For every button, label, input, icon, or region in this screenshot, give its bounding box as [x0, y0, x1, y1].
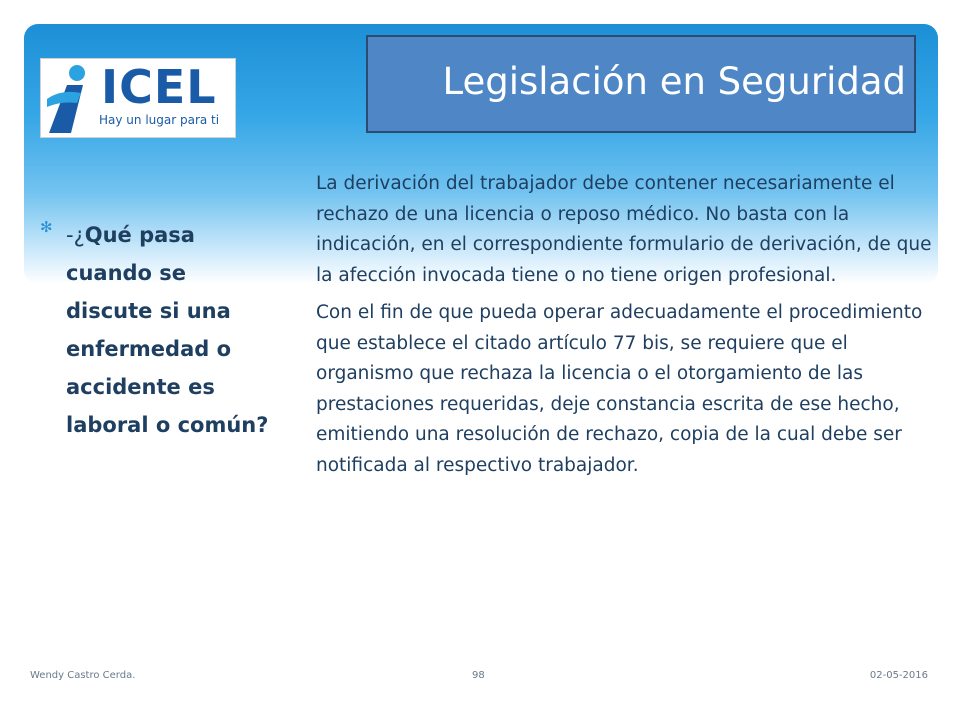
logo-person-icon — [41, 59, 101, 137]
body-text — [316, 169, 936, 488]
logo-brand: ICEL — [101, 60, 217, 114]
paragraph-2: Con el fin de que pueda operar adecuadamente el procedimiento que establece el citado artículo 77 bis, se requiere que el organismo que rechaza la licencia o el otorgamiento de las prestaciones requeridas, deje constancia escrita de ese hecho, emitiendo una resolución de rechazo, copia de la cual debe ser notificada al respectivo trabajador. — [316, 302, 923, 476]
question-text — [66, 216, 276, 444]
footer-date: 02-05-2016 — [869, 670, 928, 681]
question-body: Qué pasa cuando se discute si una enfermedad o accidente es laboral o común? — [66, 223, 269, 437]
paragraph-1: La derivación del trabajador debe contener necesariamente el rechazo de una licencia o reposo médico. No basta con la indicación, en el correspondiente formulario de derivación, de que la afección invocada tiene o no tiene origen profesional. — [316, 173, 932, 286]
asterisk-bullet-icon: ✻ — [40, 219, 53, 236]
icel-logo — [40, 58, 236, 138]
logo-tagline: Hay un lugar para ti — [99, 113, 220, 127]
question-prefix: -¿ — [66, 223, 85, 247]
footer-author: Wendy Castro Cerda. — [30, 670, 136, 681]
page-title: Legislación en Seguridad — [442, 60, 906, 103]
footer-page-number: 98 — [472, 670, 485, 681]
title-box — [366, 35, 916, 133]
